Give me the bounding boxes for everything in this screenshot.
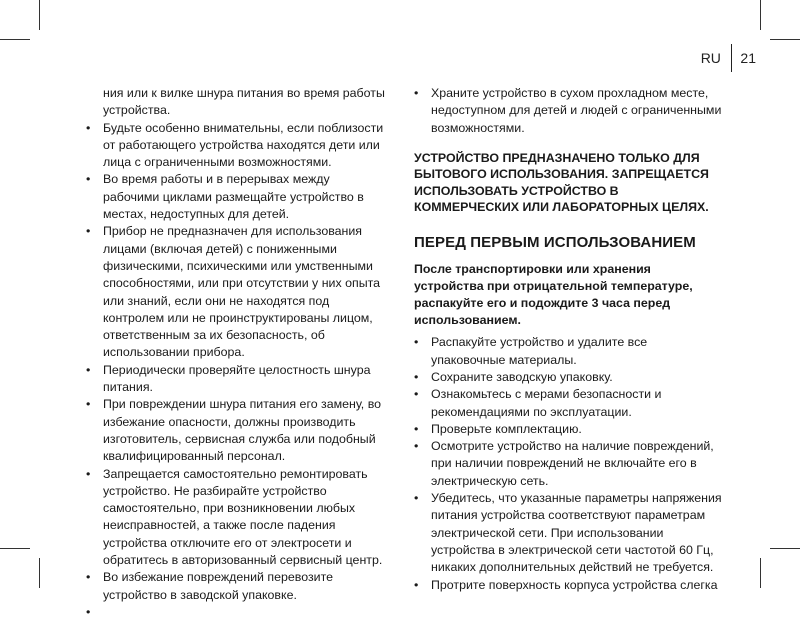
crop-mark — [770, 548, 800, 549]
household-use-warning: УСТРОЙСТВО ПРЕДНАЗНАЧЕНО ТОЛЬКО ДЛЯ БЫТОВОГО ИСПОЛЬЗОВАНИЯ. ЗАПРЕЩАЕТСЯ ИСПОЛЬЗОВАТЬ УСТРОЙСТВО В КОММЕРЧЕСКИХ ИЛИ ЛАБОРАТОРНЫХ ЦЕЛЯХ. — [414, 150, 709, 215]
left-column — [86, 85, 386, 604]
crop-mark — [39, 558, 40, 588]
list-item: • Прибор не предназначен для использования лицами (включая детей) с пониженными физическими, психическими или умственными способностями, или при отсутствии у них опыта или знаний, если они не находятся под контролем или не проинструктированы лицом, ответственным за их безопасность, об использовании прибора. — [86, 223, 386, 361]
language-code: RU — [700, 50, 721, 66]
safety-list — [86, 120, 386, 604]
continued-text: ния или к вилке шнура питания во время работы устройства. — [103, 86, 385, 118]
crop-mark — [760, 0, 761, 30]
list-item: • Запрещается самостоятельно ремонтировать устройство. Не разбирайте устройство самостоятельно, при возникновении любых неисправностей, а также после падения устройства отключите его от электросети и обратитесь в авторизованный сервисный центр. — [86, 466, 386, 570]
list-item: • Сохраните заводскую упаковку. — [414, 369, 722, 386]
section-intro: После транспортировки или хранения устройства при отрицательной температуре, распакуйте его и подождите 3 часа перед использованием. — [414, 262, 693, 327]
list-item: • Храните устройство в сухом прохладном месте, недоступном для детей и людей с ограниченными возможностями. — [414, 85, 722, 137]
crop-mark — [39, 0, 40, 30]
right-column — [414, 85, 722, 594]
storage-list — [414, 85, 722, 137]
list-item: • Во избежание повреждений перевозите устройство в заводской упаковке. — [86, 569, 386, 604]
list-item: • Осмотрите устройство на наличие повреждений, при наличии повреждений не включайте его в электрическую сеть. — [414, 438, 722, 490]
crop-mark — [0, 39, 30, 40]
list-item: • Проверьте комплектацию. — [414, 421, 722, 438]
list-item: • Будьте особенно внимательны, если поблизости от работающего устройства находятся дети или лица с ограниченными возможностями. — [86, 120, 386, 172]
list-item: • Протрите поверхность корпуса устройства слегка — [414, 577, 722, 594]
list-item: • Ознакомьтесь с мерами безопасности и рекомендациями по эксплуатации. — [414, 386, 722, 421]
list-item: • Убедитесь, что указанные параметры напряжения питания устройства соответствуют параметрам электрической сети. При использовании устройства в электрической сети частотой 60 Гц, никаких дополнительных действий не требуется. — [414, 490, 722, 576]
section-title: ПЕРЕД ПЕРВЫМ ИСПОЛЬЗОВАНИЕМ — [414, 233, 696, 251]
list-item: • При повреждении шнура питания его замену, во избежание опасности, должны производить изготовитель, сервисная служба или подобный квалифицированный персонал. — [86, 396, 386, 465]
crop-mark — [770, 39, 800, 40]
header-divider — [731, 44, 733, 72]
list-item: • Во время работы и в перерывах между рабочими циклами размещайте устройство в местах, недоступных для детей. — [86, 171, 386, 223]
crop-mark — [760, 558, 761, 588]
before-first-use-list — [414, 334, 722, 593]
list-item: • Распакуйте устройство и удалите все упаковочные материалы. — [414, 334, 722, 369]
page-number: 21 — [740, 50, 756, 66]
page-header — [701, 44, 756, 72]
crop-mark — [0, 548, 30, 549]
list-item: • Периодически проверяйте целостность шнура питания. — [86, 362, 386, 397]
